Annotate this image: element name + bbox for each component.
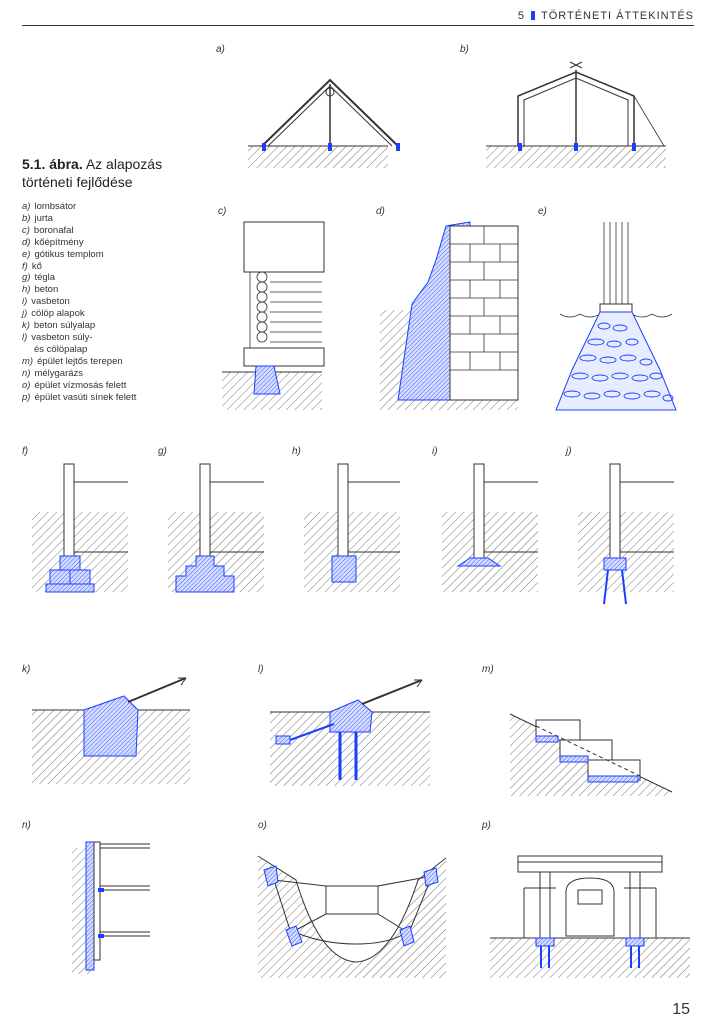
legend-item-text: boronafal [33, 224, 74, 236]
panel-m-drawing [510, 714, 672, 796]
panel-label-e: e) [538, 206, 547, 217]
panel-i-drawing [442, 464, 538, 592]
chapter-number: 5 [517, 10, 525, 22]
panel-b-drawing [486, 62, 666, 168]
chapter-title: TÖRTÉNETI ÁTTEKINTÉS [540, 10, 694, 22]
legend-item-text: beton súlyalap [33, 320, 96, 332]
legend-item-key: g) [22, 272, 31, 284]
legend-item-text: gótikus templom [34, 248, 104, 260]
legend-item-text: mélygarázs [34, 367, 84, 379]
panel-n-drawing [72, 840, 152, 974]
panel-j-drawing [578, 464, 674, 604]
legend-item-text: cölöp alapok [31, 308, 85, 320]
panel-h-drawing [304, 464, 400, 592]
legend-item-text: jurta [34, 212, 53, 224]
panel-label-m: m) [482, 664, 494, 675]
panel-label-b: b) [460, 44, 469, 55]
panel-label-o: o) [258, 820, 267, 831]
panel-a-drawing [248, 80, 400, 168]
panel-label-a: a) [216, 44, 225, 55]
panel-o-drawing [258, 856, 446, 978]
panel-label-j: j) [566, 446, 572, 457]
legend-item-key: c) [22, 224, 30, 236]
panel-label-k: k) [22, 664, 31, 675]
figure-number: 5.1. ábra. [22, 156, 83, 172]
panel-label-d: d) [376, 206, 385, 217]
page-number: 15 [672, 1001, 690, 1018]
panel-e-drawing [556, 222, 676, 410]
panel-label-g: g) [158, 446, 167, 457]
legend-item-text: kőépítmény [34, 236, 84, 248]
panel-k-drawing [32, 678, 190, 784]
legend-item-text: épület vasúti sínek felett [34, 391, 137, 403]
legend-item-key: j) [22, 308, 28, 320]
panel-label-l: l) [258, 664, 264, 675]
legend-item-text: és cölöpalap [34, 343, 88, 355]
legend-item-key: d) [22, 236, 31, 248]
legend-item-key: k) [22, 320, 30, 332]
panel-d-drawing [380, 222, 518, 410]
legend-item-text: épület vízmosás felett [34, 379, 127, 391]
panel-label-c: c) [218, 206, 227, 217]
legend-item-key: b) [22, 212, 31, 224]
legend-item-key: o) [22, 379, 31, 391]
legend-item-text: kő [31, 260, 42, 272]
legend-item-key: m) [22, 355, 34, 367]
legend-item-key: a) [22, 201, 31, 212]
panel-p-drawing [490, 856, 690, 978]
panel-g-drawing [168, 464, 264, 592]
legend-item-text: tégla [34, 272, 56, 284]
panel-label-h: h) [292, 446, 301, 457]
panel-l-drawing [270, 680, 430, 786]
legend-item-text: épület lejtős terepen [37, 355, 123, 367]
figure-caption-line2: történeti fejlődése [22, 174, 133, 190]
legend-item-key: e) [22, 248, 31, 260]
panel-c-drawing [222, 222, 324, 410]
panel-label-f: f) [22, 446, 29, 457]
legend-item-text: vasbeton [31, 296, 70, 308]
panel-label-p: p) [482, 820, 491, 831]
legend-item-key: h) [22, 284, 31, 296]
panel-label-i: i) [432, 446, 438, 457]
panel-label-n: n) [22, 820, 31, 831]
legend-item-text: beton [34, 284, 59, 296]
legend-item-key: l) [22, 331, 28, 343]
panel-f-drawing [32, 464, 128, 592]
legend-item-text: vasbeton súly- [31, 331, 93, 343]
figure-caption-line1: Az alapozás [85, 156, 163, 172]
legend-item-key: n) [22, 367, 31, 379]
legend-item-key: p) [22, 391, 31, 403]
legend-item-key: f) [22, 260, 28, 272]
legend-item-key: i) [22, 296, 28, 308]
legend-item-text: lombsátor [34, 201, 77, 212]
